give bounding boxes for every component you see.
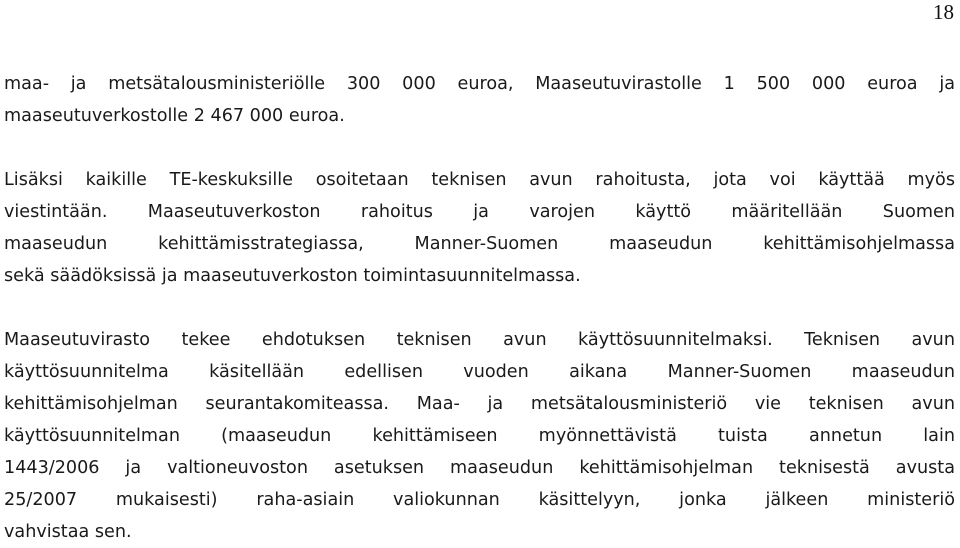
text-line: 25/2007 mukaisesti) raha-asiain valiokunnan käsittelyyn, jonka jälkeen ministeriö [4, 490, 955, 510]
text-line: maaseutuverkostolle 2 467 000 euroa. [4, 106, 345, 126]
page-number: 18 [933, 0, 954, 24]
text-line: 1443/2006 ja valtioneuvoston asetuksen maaseudun kehittämisohjelman teknisestä avusta [4, 458, 955, 478]
paragraph-te-centres [4, 164, 955, 292]
body-text [4, 68, 955, 548]
paragraph-spacer [4, 292, 955, 324]
text-line: Lisäksi kaikille TE-keskuksille osoitetaan teknisen avun rahoitusta, jota voi käyttää myös [4, 170, 955, 190]
text-line: vahvistaa sen. [4, 522, 132, 542]
text-line: maaseudun kehittämisstrategiassa, Manner-Suomen maaseudun kehittämisohjelmassa [4, 234, 955, 254]
text-line: kehittämisohjelman seurantakomiteassa. Maa- ja metsätalousministeriö vie teknisen avun [4, 394, 955, 414]
paragraph-usage-plan [4, 324, 955, 548]
text-line: sekä säädöksissä ja maaseutuverkoston toimintasuunnitelmassa. [4, 266, 581, 286]
text-line: käyttösuunnitelman (maaseudun kehittämiseen myönnettävistä tuista annetun lain [4, 426, 955, 446]
text-line: maa- ja metsätalousministeriölle 300 000 euroa, Maaseutuvirastolle 1 500 000 euroa ja [4, 74, 955, 94]
paragraph-spacer [4, 132, 955, 164]
text-line: käyttösuunnitelma käsitellään edellisen vuoden aikana Manner-Suomen maaseudun [4, 362, 955, 382]
text-line: viestintään. Maaseutuverkoston rahoitus ja varojen käyttö määritellään Suomen [4, 202, 955, 222]
paragraph-funding-allocation [4, 68, 955, 132]
text-line: Maaseutuvirasto tekee ehdotuksen teknisen avun käyttösuunnitelmaksi. Teknisen avun [4, 330, 955, 350]
